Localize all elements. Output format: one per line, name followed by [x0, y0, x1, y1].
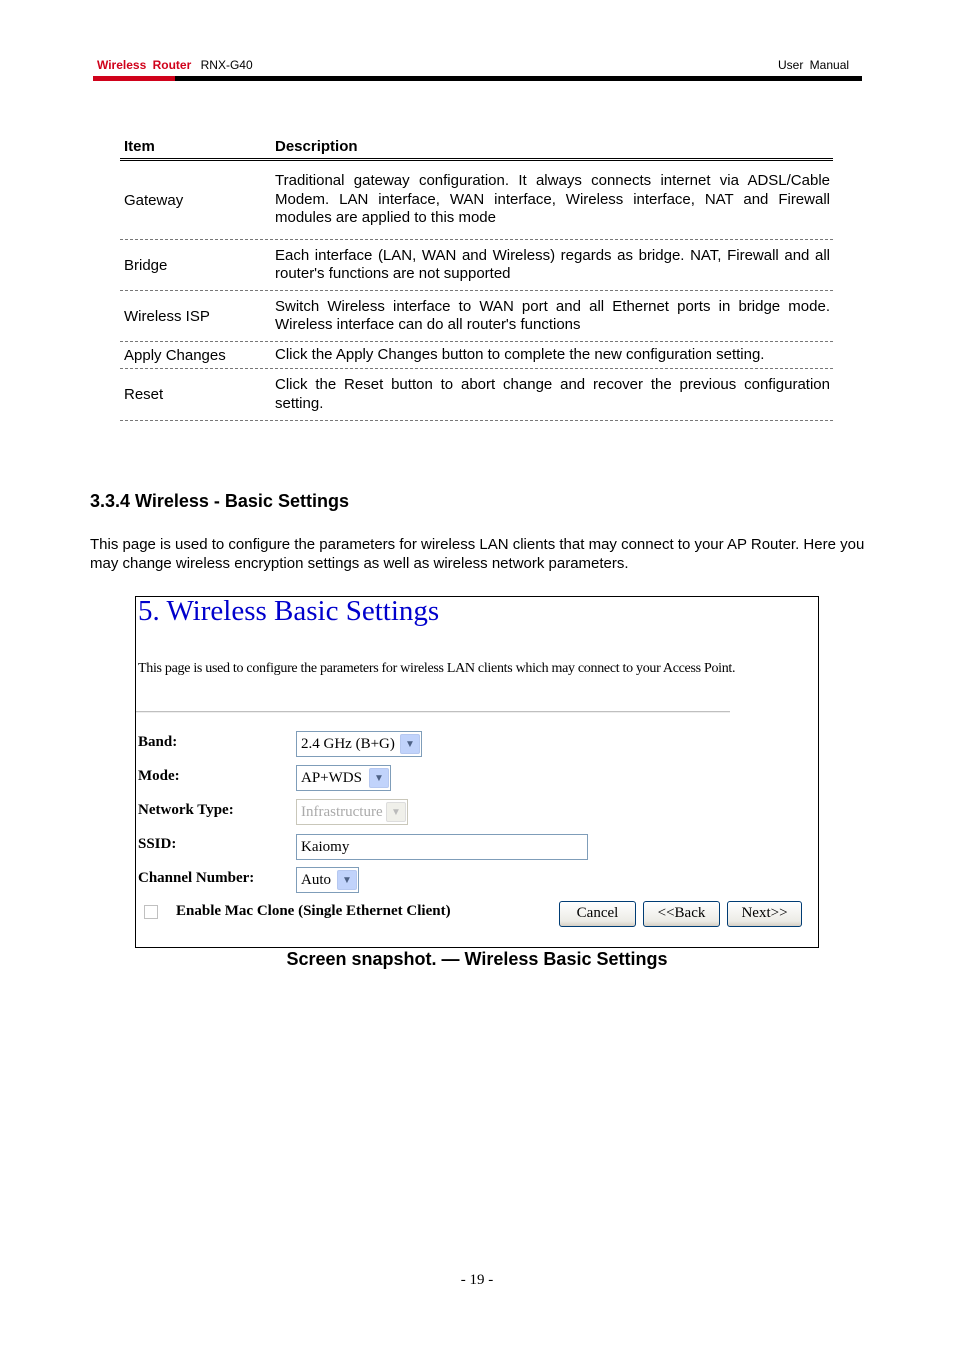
header-brand: Wireless Router [97, 58, 192, 72]
cancel-button[interactable]: Cancel [559, 901, 636, 927]
back-button[interactable]: <<Back [643, 901, 720, 927]
chevron-down-icon[interactable]: ▼ [337, 870, 357, 890]
figure-caption: Screen snapshot. — Wireless Basic Settings [286, 949, 668, 969]
row-item: Reset [124, 386, 164, 403]
page-number: - 19 - [460, 1272, 494, 1288]
chevron-down-icon[interactable]: ▼ [400, 734, 420, 754]
section-title: 3.3.4 Wireless - Basic Settings [90, 491, 349, 511]
item-description-table [120, 134, 833, 421]
next-button[interactable]: Next>> [727, 901, 802, 927]
section-intro: This page is used to configure the parameters for wireless LAN clients that may connect to your AP Router. Here you may change wireless encryption settings as well as wireless network parameters. [90, 536, 865, 572]
running-header-left [97, 58, 253, 72]
row-description: Switch Wireless interface to WAN port and all Ethernet ports in bridge mode. Wireless interface can do all router's functions [275, 297, 830, 333]
screenshot-title: 5. Wireless Basic Settings [138, 595, 440, 627]
ssid-input[interactable]: Kaiomy [296, 834, 588, 860]
row-item: Apply Changes [124, 346, 226, 364]
network-type-select [296, 799, 408, 825]
row-item: Gateway [124, 191, 184, 209]
network-type-value: Infrastructure [301, 804, 383, 820]
band-select[interactable] [296, 731, 422, 757]
mode-select[interactable] [296, 765, 391, 791]
column-header-item: Item [124, 138, 155, 155]
column-header-description: Description [275, 138, 358, 155]
table-row [120, 369, 833, 421]
chevron-down-icon[interactable]: ▼ [369, 768, 389, 788]
mode-label: Mode: [138, 768, 180, 784]
table-row [120, 161, 833, 240]
chevron-down-icon: ▼ [386, 802, 406, 822]
header-model: RNX-G40 [200, 58, 253, 72]
table-row [120, 240, 833, 291]
mac-clone-label: Enable Mac Clone (Single Ethernet Client) [176, 903, 451, 919]
row-item: Bridge [124, 256, 168, 274]
row-item: Wireless ISP [124, 307, 210, 325]
row-description: Click the Reset button to abort change and recover the previous configuration setting. [275, 376, 830, 412]
header-rule-accent [93, 76, 175, 81]
wireless-basic-settings-screenshot [135, 596, 819, 948]
divider [136, 711, 730, 713]
mode-value: AP+WDS [301, 770, 362, 786]
header-doc-type: User Manual [778, 58, 850, 72]
table-row [120, 342, 833, 369]
channel-number-label: Channel Number: [138, 870, 255, 886]
band-value: 2.4 GHz (B+G) [301, 736, 395, 752]
screenshot-description: This page is used to configure the parameters for wireless LAN clients which may connect to your Access Point. [138, 661, 736, 676]
channel-number-select[interactable] [296, 867, 359, 893]
row-description: Click the Apply Changes button to complete the new configuration setting. [275, 345, 765, 363]
row-description: Each interface (LAN, WAN and Wireless) regards as bridge. NAT, Firewall and all router's functions are not supported [275, 246, 830, 282]
band-label: Band: [138, 734, 178, 750]
row-description: Traditional gateway configuration. It always connects internet via ADSL/Cable Modem. LAN interface, WAN interface, Wireless interface, NAT and Firewall modules are applied to this mode [275, 172, 830, 227]
table-header [120, 134, 833, 161]
header-rule [93, 76, 862, 81]
table-row [120, 291, 833, 342]
mac-clone-checkbox[interactable] [144, 905, 158, 919]
channel-number-value: Auto [301, 872, 331, 888]
network-type-label: Network Type: [138, 802, 234, 818]
ssid-label: SSID: [138, 836, 177, 852]
